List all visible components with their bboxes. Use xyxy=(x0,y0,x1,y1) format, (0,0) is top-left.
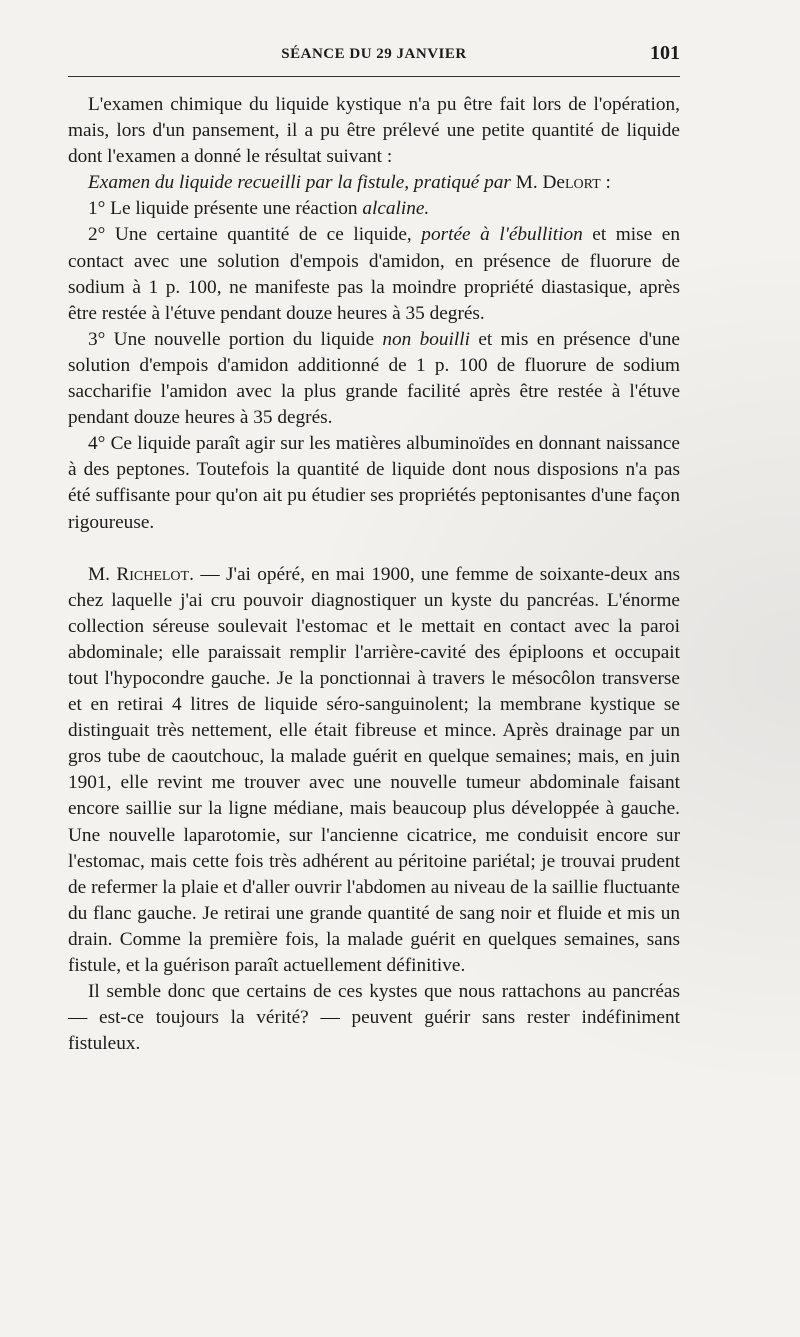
exam-heading-name-initial: M. De xyxy=(510,172,565,194)
paragraph-item-4: 4° Ce liquide paraît agir sur les matières albuminoïdes en donnant naissance à des peptones. Toutefois la quantité de liquide dont nous disposions n'a pas été suffisante pour qu'on ait pu étudier ses propriétés peptonisantes d'une façon rigoureuse. xyxy=(68,433,680,533)
item-3-italic: non bouilli xyxy=(382,328,470,350)
speaker-name: Richelot. xyxy=(116,563,194,585)
item-2-end: et mise en contact avec une solution d'empois d'amidon, en présence de fluorure de sodium à 1 p. 100, ne manifeste pas la moindre propriété diastasique, après être restée à l'étuve pendant douze heures à 35 degrés. xyxy=(68,224,680,324)
running-title-month: JANVIER xyxy=(392,46,467,62)
paragraph-richelot xyxy=(68,562,680,980)
paragraph-chemical-exam: L'examen chimique du liquide kystique n'a pu être fait lors de l'opération, mais, lors d'un pansement, il a pu être prélevé une petite quantité de liquide dont l'examen a donné le résultat suivant : xyxy=(68,94,680,168)
exam-heading-end: : xyxy=(600,172,611,194)
item-3-end: et mis en présence d'une solution d'empois d'amidon additionné de 1 p. 100 de fluorure de sodium saccharifie l'amidon avec la plus grande facilité après être restée à l'étuve pendant douze heures à 35 degrés. xyxy=(68,328,680,429)
running-title xyxy=(68,46,680,63)
page-number: 101 xyxy=(650,42,680,64)
running-title-prefix: SÉANCE DU xyxy=(281,46,377,62)
paragraph-conclusion: Il semble donc que certains de ces kystes que nous rattachons au pancréas — est-ce toujours la vérité? — peuvent guérir sans rester indéfiniment fistuleux. xyxy=(68,981,680,1055)
item-1-italic: alcaline. xyxy=(362,198,430,220)
running-title-day: 29 xyxy=(376,46,393,62)
header-rule xyxy=(68,76,680,77)
item-3-start: 3° Une nouvelle portion du liquide xyxy=(88,328,383,350)
paragraph-item-3 xyxy=(68,327,680,431)
item-2-start: 2° Une certaine quantité de ce liquide, xyxy=(88,224,422,246)
item-2-italic: portée à l'ébullition xyxy=(421,224,583,246)
item-1-text: 1° Le liquide présente une réaction xyxy=(88,198,363,220)
body-text xyxy=(68,92,680,1057)
paragraph-exam-heading xyxy=(68,170,680,196)
running-head xyxy=(68,44,680,70)
paragraph-item-1 xyxy=(68,196,680,222)
paragraph-item-2 xyxy=(68,222,680,326)
exam-heading-name-rest: lort xyxy=(564,172,601,194)
exam-heading-italic: Examen du liquide recueilli par la fistule, pratiqué par xyxy=(88,172,511,194)
speaker-prefix: M. xyxy=(88,563,117,585)
richelot-text: — J'ai opéré, en mai 1900, une femme de soixante-deux ans chez laquelle j'ai cru pouvoir diagnostiquer un kyste du pancréas. L'énorme collection séreuse soulevait l'estomac et le mettait en contact avec la paroi abdominale; elle paraissait remplir l'arrière-cavité des épiploons et occupait tout l'hypocondre gauche. Je la ponctionnai à travers le mésocôlon transverse et en retirai 4 litres de liquide séro-sanguinolent; la membrane kystique se distinguait très nettement, elle était fibreuse et mince. Après drainage par un gros tube de caoutchouc, la malade guérit en quelque semaines; mais, en juin 1901, elle revint me trouver avec une nouvelle tumeur abdominale faisant encore saillie sur la ligne médiane, mais beaucoup plus développée à gauche. Une nouvelle laparotomie, sur l'ancienne cicatrice, me conduisit encore sur l'estomac, mais cette fois très adhérent au péritoine pariétal; je trouvai prudent de refermer la plaie et d'aller ouvrir l'abdomen au niveau de la saillie fluctuante du flanc gauche. Je retirai une grande quantité de sang noir et fluide et mis un drain. Comme la première fois, la malade guérit en quelques semaines, sans fistule, et la guérison paraît actuellement définitive. xyxy=(68,563,680,976)
